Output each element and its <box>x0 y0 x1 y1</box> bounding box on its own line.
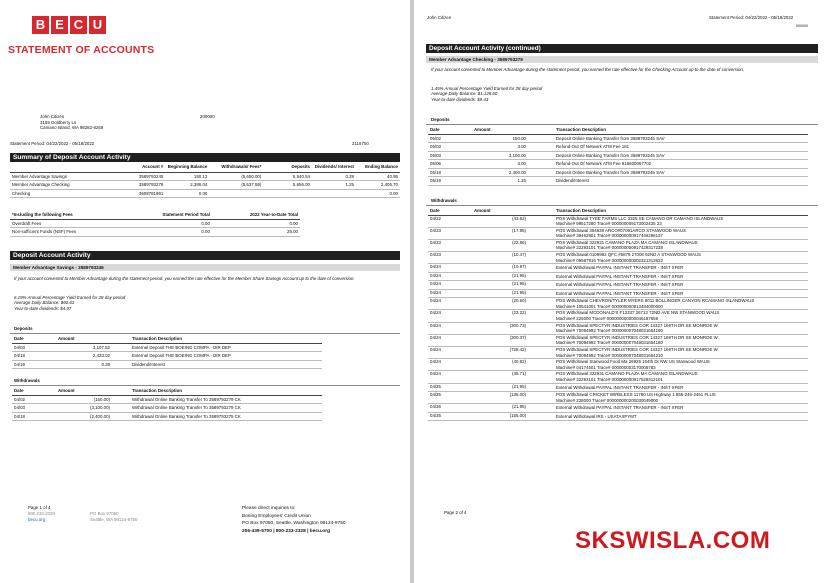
tx-description: Withdrawal Online Banking Transfer To 3589793279 CK <box>130 412 322 421</box>
tx-description: External Deposit THE BOEING COMPA - DIR DEP <box>130 352 322 361</box>
tx-amount: (10.97) <box>472 264 554 273</box>
tx-amount: 3.00 <box>472 160 554 169</box>
page2-withdrawals-label: Withdrawals <box>431 198 457 203</box>
tx-date: 04/18 <box>12 352 56 361</box>
tx-date: 04/24 <box>428 264 472 273</box>
tx-description-line: POS Withdrawal SPECTYR INDUSTRIES COR 14327 169TH DR SE MONROE W <box>556 334 718 340</box>
tx-date: 04/24 <box>428 359 472 371</box>
tx-description-detail: Machine# 70094992 Trace# 000000007048031654210 <box>556 352 663 358</box>
tx-date: 04/24 <box>428 322 472 334</box>
page2-conversion-note: If your account converted to Member Advantage during the statement period, you earned the rate effective for the Checking Account up to the date of conversion. <box>431 67 745 72</box>
table-row <box>12 412 322 421</box>
col-date: Date <box>428 126 472 134</box>
col-date: Date <box>428 207 472 215</box>
table-row <box>428 215 808 227</box>
footer-left <box>28 505 55 523</box>
divider <box>426 124 818 125</box>
page2-page-number: Page 2 of 4 <box>444 510 467 515</box>
tx-description-detail: Machine# 09587916 Trace# 000000000002321313632 <box>556 257 663 263</box>
withdrawals <box>209 189 263 198</box>
tx-description-line: POS Withdrawal 394629 ARCO#07091ARCO STANWOOD WAUS <box>556 227 687 233</box>
tx-description <box>554 359 808 371</box>
tx-description <box>554 347 808 359</box>
tx-description <box>554 289 808 298</box>
tx-description <box>554 334 808 346</box>
tx-amount: (21.95) <box>472 289 554 298</box>
fee-name: Overdraft Fees <box>10 219 125 228</box>
tx-amount: (135.00) <box>472 392 554 404</box>
savings-account-title: Member Advantage Savings - 3589793245 <box>10 264 400 271</box>
tx-description <box>554 412 808 421</box>
account-number: 3608781991 <box>104 189 165 198</box>
summary-title: Summary of Deposit Account Activity <box>10 153 400 162</box>
col-account: Account # <box>104 164 165 172</box>
table-row <box>12 352 322 361</box>
col-beginning-balance: Beginning Balance <box>165 164 209 172</box>
deposits-label: Deposits <box>14 326 33 331</box>
tx-description-line: POS Withdrawal MCDONALD'S F13337 26713 72ND AVE NW STANWOOD WAUS <box>556 310 720 316</box>
table-row <box>428 404 808 413</box>
tx-date: 04/18 <box>12 412 56 421</box>
table-row <box>428 264 808 273</box>
tx-date: 04/23 <box>428 227 472 239</box>
divider <box>10 333 400 334</box>
tx-description: Withdrawal Online Banking Transfer To 3589793279 CK <box>130 395 322 404</box>
table-row <box>428 412 808 421</box>
table-row <box>10 219 300 228</box>
recipient-address <box>40 114 103 131</box>
savings-deposits-table <box>12 335 322 369</box>
statement-period: Statement Period: 04/22/2022 - 05/18/2022 <box>10 141 95 146</box>
page2-title: Deposit Account Activity (continued) <box>426 44 818 53</box>
table-row <box>428 252 808 264</box>
divider <box>426 205 818 206</box>
tx-amount: 0.28 <box>56 360 130 369</box>
tx-description <box>554 404 808 413</box>
col-dividends: Dividends/ Interest <box>312 164 356 172</box>
tx-date: 04/24 <box>428 347 472 359</box>
tx-description-detail: Machine# 04174501 Trace# 000000003170005783 <box>556 364 656 370</box>
tx-amount: (21.95) <box>472 404 554 413</box>
tx-description-detail: Machine# 225000 Trace# 000000000000046187659 <box>556 316 659 322</box>
tx-date: 04/03 <box>12 343 56 352</box>
yield-info <box>14 295 125 311</box>
deposits-header-row <box>12 335 322 343</box>
tx-date: 05/18 <box>428 168 472 177</box>
tx-description <box>554 252 808 264</box>
logo-letter: U <box>89 16 106 34</box>
col-description: Transaction Description <box>554 207 808 215</box>
table-row <box>428 392 808 404</box>
tx-amount: (3,100.00) <box>56 404 130 413</box>
col-withdrawals: Withdrawals/ Fees* <box>209 164 263 172</box>
table-row <box>428 298 808 310</box>
tx-date: 04/22 <box>428 215 472 227</box>
tx-description-line: External Withdrawal PAYPAL INSTANT TRANSFER - INST XFER <box>556 384 684 390</box>
tx-date: 04/23 <box>428 252 472 264</box>
ending-balance: 0.00 <box>356 189 400 198</box>
col-description: Transaction Description <box>130 335 322 343</box>
tx-amount: (21.95) <box>472 272 554 281</box>
withdrawals-label: Withdrawals <box>14 378 40 383</box>
account-name: Member Advantage Savings <box>10 172 104 181</box>
po-box: PO Box 97050 <box>90 511 119 516</box>
tx-description-line: POS Withdrawal TYEE FARMS LLC 3325 SE CAMANO DR CAMANO ISLANDWAUS <box>556 215 724 221</box>
page-number: Page 1 of 4 <box>28 505 51 510</box>
withdrawals: (5,650.00) <box>209 172 263 181</box>
watermark-text: SKSWISLA.COM <box>575 527 771 554</box>
tx-date: 05/06 <box>428 160 472 169</box>
tx-amount: (150.00) <box>56 395 130 404</box>
table-row <box>12 343 322 352</box>
logo-letter: E <box>51 16 68 34</box>
tx-description-detail: Machine# 70094992 Trace# 000000007048031654180 <box>556 340 663 346</box>
account-name: Checking <box>10 189 104 198</box>
tx-description <box>554 383 808 392</box>
page2-yield-info <box>431 86 542 102</box>
beginning-balance: 0.00 <box>165 189 209 198</box>
table-row <box>428 168 808 177</box>
tx-date: 04/24 <box>428 371 472 383</box>
org-name: Boeing Employees' Credit Union <box>242 513 311 519</box>
col-amount: Amount <box>56 335 130 343</box>
table-row <box>428 177 808 186</box>
table-row <box>428 134 808 143</box>
ytd-dividends-line: Year-to-date dividends: $9.43 <box>431 96 489 102</box>
tx-description-line: POS Withdrawal 322931 CAMANO PLAZA MA CAMANO ISLANDWAUS <box>556 239 698 245</box>
fees-col-ytd: 2022 Year-to-Date Total <box>212 211 300 219</box>
tx-date: 04/23 <box>428 239 472 251</box>
col-deposits: Deposits <box>263 164 312 172</box>
tx-amount: (21.95) <box>472 383 554 392</box>
tx-description: Refund-Out Of Network ATM Fee 181 <box>554 143 808 152</box>
tx-date: 04/26 <box>428 412 472 421</box>
tx-description-line: POS Withdrawal 322931 CAMANO PLAZA MA CAMANO ISLANDWAUS <box>556 371 698 377</box>
tx-description-detail: Machine# 39462901 Trace# 000000000917446296137 <box>556 233 663 239</box>
tx-description: Dividend/Interest <box>130 360 322 369</box>
table-row <box>428 143 808 152</box>
table-row <box>428 160 808 169</box>
org-contact: 206-439-5700 | 800-233-2328 | becu.org <box>242 528 331 534</box>
table-row <box>428 289 808 298</box>
checking-withdrawals-table <box>428 207 808 421</box>
tx-description-detail: Machine# 99517280 Trace# 000000009173002425 23 <box>556 221 662 227</box>
tx-date: 04/25 <box>428 383 472 392</box>
deposits-header-row <box>428 126 808 134</box>
table-row <box>428 322 808 334</box>
fee-period-total: 0.00 <box>125 219 212 228</box>
tx-amount: (300.73) <box>472 322 554 334</box>
tx-amount: 2,433.02 <box>56 352 130 361</box>
tx-amount: (43.62) <box>472 215 554 227</box>
summary-table <box>10 164 400 198</box>
page2-statement-period: Statement Period: 04/22/2022 - 05/18/2022 <box>709 15 794 20</box>
tx-description <box>554 322 808 334</box>
deposits <box>263 189 312 198</box>
footer-site-link[interactable]: becu.org <box>28 517 46 522</box>
tx-description <box>554 371 808 383</box>
col-description: Transaction Description <box>554 126 808 134</box>
tx-description-line: External Withdrawal PAYPAL INSTANT TRANSFER - INST XFER <box>556 265 684 271</box>
tx-amount: (40.82) <box>472 359 554 371</box>
org-address: PO Box 97050, Seattle, Washington 98124-9750 <box>242 521 346 527</box>
tx-amount: 2,400.00 <box>472 168 554 177</box>
withdrawals: (5,637.59) <box>209 181 263 190</box>
tx-description: Deposit Online Banking Transfer from 3589793245 SAV <box>554 168 808 177</box>
withdrawals-header-row <box>428 207 808 215</box>
col-description: Transaction Description <box>130 387 322 395</box>
ending-balance: 2,405.70 <box>356 181 400 190</box>
table-row <box>12 404 322 413</box>
tx-description <box>554 227 808 239</box>
table-row <box>428 310 808 322</box>
tx-date: 04/26 <box>428 404 472 413</box>
divider <box>10 385 400 386</box>
apy-line: 6.19% Annual Percentage Yield Earned for 28 day period <box>14 295 126 300</box>
footer-inquiries <box>242 505 346 535</box>
beginning-balance: 150.13 <box>165 172 209 181</box>
col-amount: Amount <box>56 387 130 395</box>
tx-description-line: POS Withdrawal SPECTYR INDUSTRIES COR 14327 169TH DR SE MONROE W <box>556 322 718 328</box>
statement-title: STATEMENT OF ACCOUNTS <box>8 44 155 56</box>
tx-description-detail: Machine# 70094992 Trace# 000000007048031654190 <box>556 328 663 334</box>
recipient-street: 3169 Goldberry Ln <box>40 119 77 125</box>
apy-line: 1.45% Annual Percentage Yield Earned for 28 day period <box>431 86 543 91</box>
tx-date: 04/24 <box>428 281 472 290</box>
tx-amount: (23.22) <box>472 310 554 322</box>
page2-name: John Citizen <box>427 15 452 20</box>
tx-amount: (155.00) <box>472 412 554 421</box>
fee-period-total: 0.00 <box>125 228 212 237</box>
table-row <box>10 228 300 237</box>
tx-date: 04/24 <box>428 310 472 322</box>
tx-description <box>554 215 808 227</box>
tx-date: 04/03 <box>12 404 56 413</box>
dividends: 1.25 <box>312 181 356 190</box>
checking-account-title: Member Advantage Checking - 3589793279 <box>426 56 818 63</box>
tx-date: 04/02 <box>12 395 56 404</box>
statement-page-2 <box>414 0 827 583</box>
tx-description: Refund-Out Of Network ATM Fee 918600067702 <box>554 160 808 169</box>
table-row <box>428 383 808 392</box>
dividends <box>312 189 356 198</box>
tx-description <box>554 392 808 404</box>
tx-amount: (45.71) <box>472 371 554 383</box>
fees-col-period: Statement Period Total <box>125 211 212 219</box>
avg-balance-line: Average Daily Balance: $1,128.60 <box>431 91 498 97</box>
tx-description-line: POS Withdrawal CRICKET WIRELESS 11780 US Highway 1 855-246-2461 FLUS <box>556 392 716 398</box>
tx-amount: 3.00 <box>472 143 554 152</box>
tx-description-line: External Withdrawal PAYPAL INSTANT TRANSFER - INST XFER <box>556 290 684 296</box>
tx-description-line: External Withdrawal PAYPAL INSTANT TRANSFER - INST XFER <box>556 273 684 279</box>
tx-date: 04/24 <box>428 272 472 281</box>
tx-description-line: External Withdrawal IRS - USATAXPYMT <box>556 413 637 419</box>
tx-description-detail: Machine# 10541001 Trace# 000000000813484000000 <box>556 303 663 309</box>
fees-col-type: *Including the following Fees <box>10 211 125 219</box>
table-row <box>428 347 808 359</box>
tx-description-detail: Machine# 32293101 Trace# 000000000917529312101 <box>556 376 663 382</box>
statement-page-1 <box>0 0 410 583</box>
tx-amount: (300.37) <box>472 334 554 346</box>
table-row <box>428 272 808 281</box>
tx-description <box>554 281 808 290</box>
table-row <box>428 334 808 346</box>
fee-name: Non-sufficient Funds (NSF) Fees <box>10 228 125 237</box>
tx-description-line: External Withdrawal PAYPAL INSTANT TRANSFER - INST XFER <box>556 405 684 411</box>
tx-description-line: POS Withdrawal Stanwood Food Ma 26925 104th Dr NW US Stanwood WAUS <box>556 359 710 365</box>
tx-description: External Deposit THE BOEING COMPA - DIR DEP <box>130 343 322 352</box>
tx-amount: (22.86) <box>472 239 554 251</box>
conversion-note: If your account converted to Member Advantage during the statement period, you earned the rate effective for the Member Share Savings Account up to the date of conversion. <box>14 276 355 281</box>
page2-deposits-label: Deposits <box>431 117 450 122</box>
fees-table <box>10 211 300 237</box>
tx-amount: (17.95) <box>472 227 554 239</box>
tx-date: 04/25 <box>428 392 472 404</box>
account-number: 3589793279 <box>104 181 165 190</box>
tx-description: Deposit Online Banking Transfer from 3589793245 SAV <box>554 134 808 143</box>
ending-balance: 40.95 <box>356 172 400 181</box>
table-row <box>428 227 808 239</box>
tx-amount: (21.95) <box>472 281 554 290</box>
tx-date: 04/24 <box>428 289 472 298</box>
reference-number: 2116700 <box>352 141 369 146</box>
tx-date: 05/03 <box>428 151 472 160</box>
tx-date: 05/19 <box>428 177 472 186</box>
tx-description <box>554 298 808 310</box>
table-row <box>12 360 322 369</box>
table-row <box>12 395 322 404</box>
tx-description-line: POS Withdrawal SPECTYR INDUSTRIES COR 14327 169TH DR SE MONROE W <box>556 347 718 352</box>
dividends: 0.28 <box>312 172 356 181</box>
table-row <box>428 371 808 383</box>
inquiries-label: Please direct inquiries to: <box>242 506 296 511</box>
deposits: 5,540.54 <box>263 172 312 181</box>
table-row <box>428 359 808 371</box>
col-amount: Amount <box>472 126 554 134</box>
recipient-city: Camano Island, WA 98282-8269 <box>40 125 104 131</box>
tx-amount: (728.42) <box>472 347 554 359</box>
tx-description: Deposit Online Banking Transfer from 3589793245 SAV <box>554 151 808 160</box>
logo-letter: C <box>70 16 87 34</box>
footer-phone: 800.233.2328 <box>28 511 55 516</box>
tx-description: Dividend/Interest <box>554 177 808 186</box>
summary-header-row <box>10 164 400 172</box>
tx-description <box>554 310 808 322</box>
table-row <box>428 151 808 160</box>
tx-date: 05/03 <box>428 143 472 152</box>
tx-date: 04/24 <box>428 298 472 310</box>
tx-amount: (10.47) <box>472 252 554 264</box>
tx-description <box>554 239 808 251</box>
fees-header-row <box>10 211 300 219</box>
col-amount: Amount <box>472 207 554 215</box>
avg-balance-line: Average Daily Balance: $60.63 <box>14 300 75 306</box>
table-row <box>10 172 400 181</box>
checking-deposits-table <box>428 126 808 186</box>
fee-ytd-total: 25.00 <box>212 228 300 237</box>
table-row <box>10 181 400 190</box>
tx-description: Withdrawal Online Banking Transfer To 3589793279 CK <box>130 404 322 413</box>
deposits: 5,656.00 <box>263 181 312 190</box>
page2-code: 000000 <box>796 24 808 28</box>
account-name: Member Advantage Checking <box>10 181 104 190</box>
tx-description-line: POS Withdrawal 0109982 QFC #5879 27008 92ND A STANWOOD WAUS <box>556 252 701 258</box>
mail-code: 200000 <box>200 114 215 119</box>
logo-letter: B <box>32 16 49 34</box>
fee-ytd-total: 0.00 <box>212 219 300 228</box>
footer-po-box <box>90 511 137 523</box>
tx-date: 05/02 <box>428 134 472 143</box>
becu-logo <box>32 16 106 34</box>
ytd-dividends-line: Year-to-date dividends: $4.97 <box>14 305 72 311</box>
tx-description-line: External Withdrawal PAYPAL INSTANT TRANSFER - INST XFER <box>556 282 684 288</box>
withdrawals-header-row <box>12 387 322 395</box>
tx-amount: 150.00 <box>472 134 554 143</box>
table-row <box>428 239 808 251</box>
tx-date: 04/24 <box>428 334 472 346</box>
tx-description-line: POS Withdrawal CHEVRON/TYLER MYERS 8011 BOLLINGER CANYON RCAMANO ISLANDWAUS <box>556 298 755 304</box>
col-date: Date <box>12 335 56 343</box>
tx-description-detail: Machine# 32293101 Trace# 000000000917429317238 <box>556 245 663 251</box>
recipient-name: John Citizen <box>40 114 65 119</box>
savings-withdrawals-table <box>12 387 322 421</box>
table-row <box>428 281 808 290</box>
tx-amount: 3,100.00 <box>472 151 554 160</box>
account-number: 3589793245 <box>104 172 165 181</box>
table-row <box>10 189 400 198</box>
col-date: Date <box>12 387 56 395</box>
po-city: Seattle, WA 98124-9750 <box>90 517 138 522</box>
tx-description <box>554 264 808 273</box>
tx-amount: 1.25 <box>472 177 554 186</box>
beginning-balance: 2,386.04 <box>165 181 209 190</box>
tx-amount: 3,107.52 <box>56 343 130 352</box>
tx-description <box>554 272 808 281</box>
col-ending-balance: Ending Balance <box>356 164 400 172</box>
activity-title: Deposit Account Activity <box>10 251 400 260</box>
tx-amount: (2,400.00) <box>56 412 130 421</box>
tx-date: 04/19 <box>12 360 56 369</box>
tx-amount: (20.60) <box>472 298 554 310</box>
tx-description-detail: Machine# 228000 Trace# 000000000200030049000 <box>556 397 659 403</box>
